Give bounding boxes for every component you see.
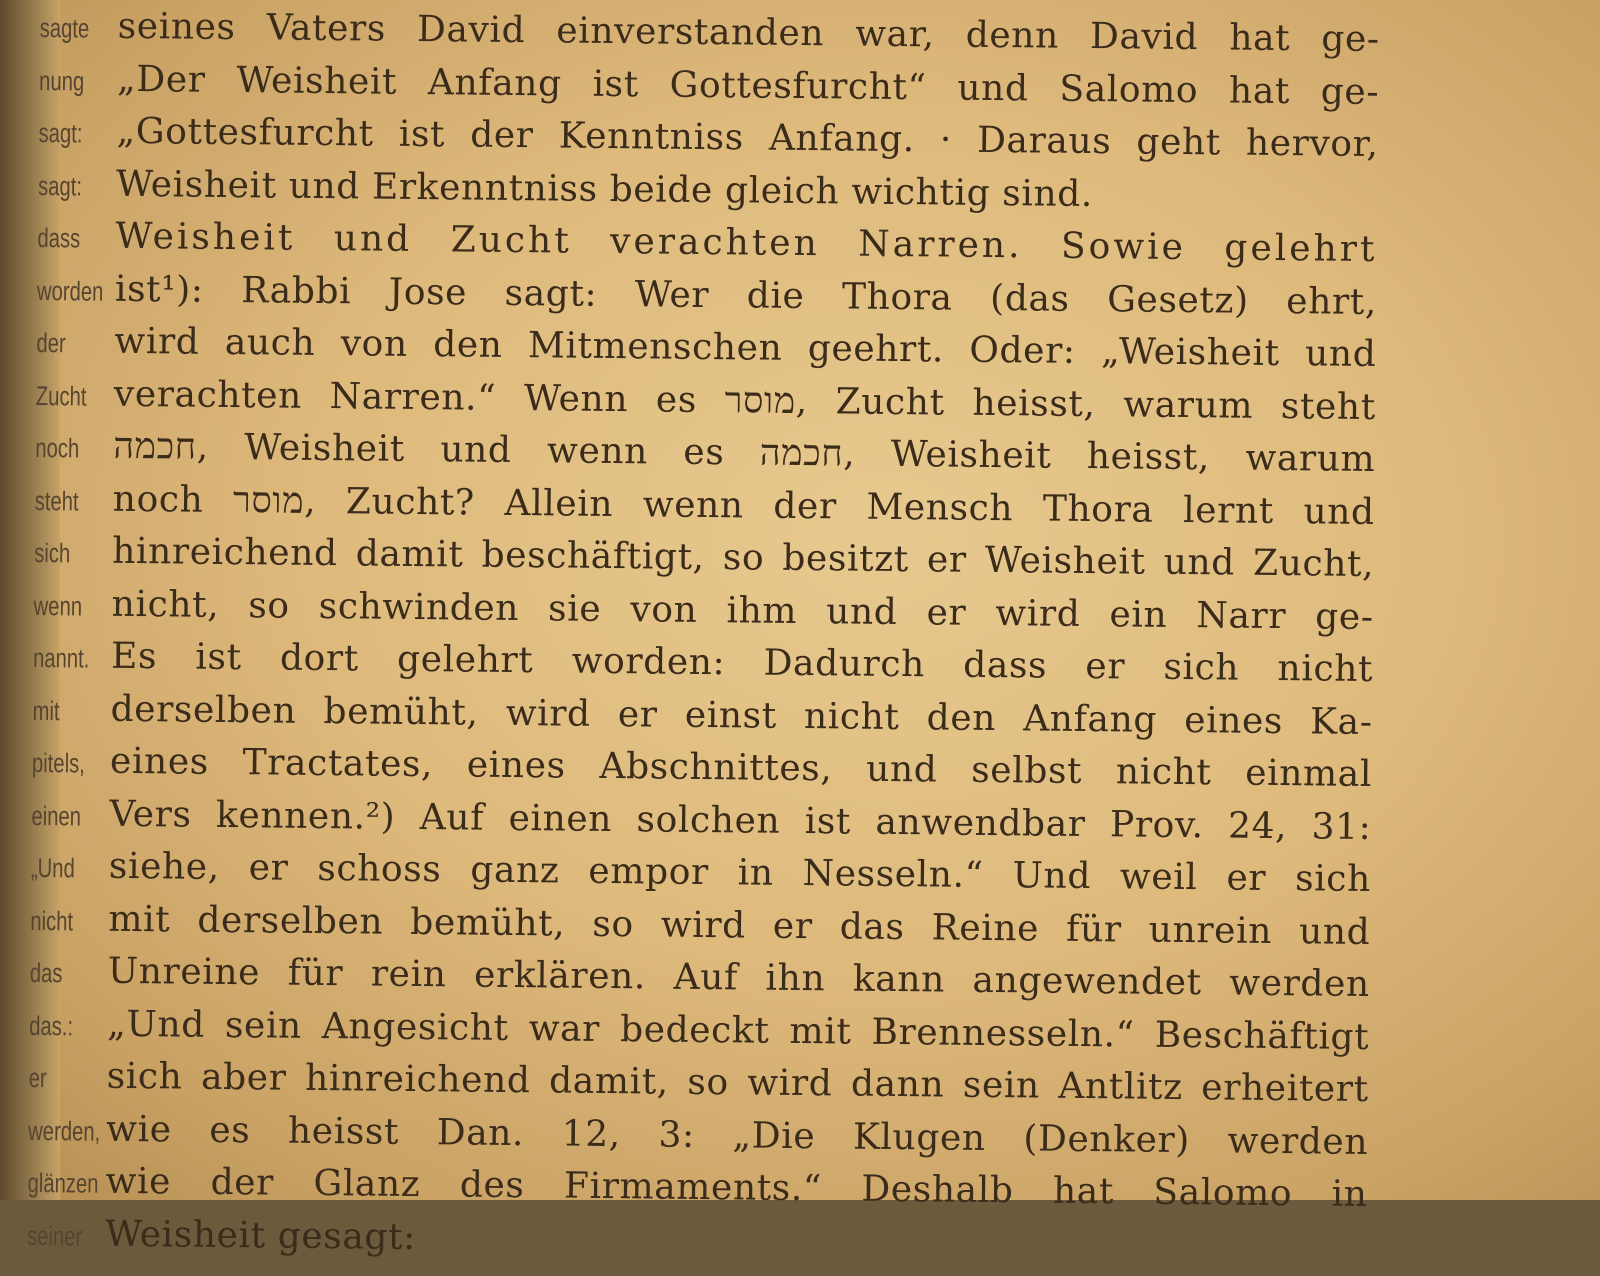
line-margin-word: glänzen — [27, 1167, 99, 1199]
line-text: ist¹): Rabbi Jose sagt: Wer die Thora (das Gesetz) ehrt, — [114, 268, 1378, 323]
line-margin-word: nung — [38, 65, 85, 96]
line-margin-word: nannt. — [32, 642, 90, 674]
line-margin-word: sagt: — [38, 117, 83, 149]
line-text: Es ist dort gelehrt worden: Dadurch dass er sich nicht — [110, 635, 1374, 690]
line-text: wird auch von den Mitmenschen geehrt. Oder: „Weisheit und — [114, 320, 1377, 376]
line-margin-word: seiner — [26, 1220, 83, 1252]
line-text: wie es heisst Dan. 12, 3: „Die Klugen (Denker) werden — [105, 1108, 1369, 1163]
text-block — [27, 0, 1380, 1274]
line-text: verachten Narren.“ Wenn es מוסר, Zucht heisst, warum steht — [113, 373, 1377, 428]
line-margin-word: werden, — [28, 1115, 101, 1147]
line-margin-word: sagte — [39, 12, 90, 44]
line-text: „Gottesfurcht ist der Kenntniss Anfang. · Daraus geht hervor, — [116, 110, 1379, 166]
line-text: Weisheit und Zucht verachten Narren. Sowie gelehrt — [115, 215, 1378, 271]
line-text: „Der Weisheit Anfang ist Gottesfurcht“ und Salomo hat ge- — [116, 58, 1380, 113]
line-margin-word: „Und — [30, 852, 75, 884]
line-text: sich aber hinreichend damit, so wird dann sein Antlitz erheitert — [106, 1055, 1369, 1110]
line-text: „Und sein Angesicht war bedeckt mit Brennesseln.“ Beschäftigt — [107, 1003, 1370, 1058]
line-text: siehe, er schoss ganz empor in Nesseln.“ Und weil er sich — [108, 845, 1372, 900]
line-text: nicht, so schwinden sie von ihm und er wird ein Narr ge- — [111, 583, 1374, 638]
line-margin-word: mit — [32, 695, 60, 726]
line-text: Vers kennen.²) Auf einen solchen ist anwendbar Prov. 24, 31: — [109, 793, 1372, 848]
line-margin-word: der — [36, 327, 66, 359]
line-margin-word: wenn — [33, 590, 83, 621]
line-margin-word: steht — [34, 485, 79, 516]
line-text: wie der Glanz des Firmaments.“ Deshalb hat Salomo in — [105, 1160, 1368, 1215]
line-margin-word: dass — [37, 222, 81, 254]
line-margin-word: nicht — [30, 905, 74, 936]
line-text: derselben bemüht, wird er einst nicht den Anfang eines Ka- — [110, 688, 1373, 743]
line-margin-word: das — [29, 957, 63, 989]
line-margin-word: Zucht — [35, 380, 87, 412]
line-text: Weisheit und Erkenntniss beide gleich wichtig sind. — [115, 163, 1094, 215]
line-text: noch מוסר, Zucht? Allein wenn der Mensch Thora lernt und — [112, 478, 1375, 533]
line-margin-word: einen — [31, 800, 82, 831]
line-margin-word: sagt: — [37, 170, 83, 201]
line-text: mit derselben bemüht, so wird er das Reine für unrein und — [108, 898, 1371, 953]
line-text: חכמה, Weisheit und wenn es חכמה, Weisheit heisst, warum — [113, 425, 1376, 481]
line-margin-word: worden — [36, 275, 104, 307]
line-margin-word: er — [28, 1062, 47, 1094]
line-text: Weisheit gesagt: — [104, 1213, 417, 1258]
line-text: eines Tractates, eines Abschnittes, und selbst nicht einmal — [109, 740, 1373, 795]
line-text: seines Vaters David einverstanden war, denn David hat ge- — [117, 5, 1380, 61]
line-text: Unreine für rein erklären. Auf ihn kann angewendet werden — [107, 950, 1370, 1005]
line-text: hinreichend damit beschäftigt, so besitzt er Weisheit und Zucht, — [112, 530, 1375, 586]
line-margin-word: das.: — [29, 1010, 74, 1041]
line-margin-word: sich — [34, 537, 71, 569]
line-margin-word: pitels, — [31, 747, 86, 779]
line-margin-word: noch — [35, 432, 80, 464]
